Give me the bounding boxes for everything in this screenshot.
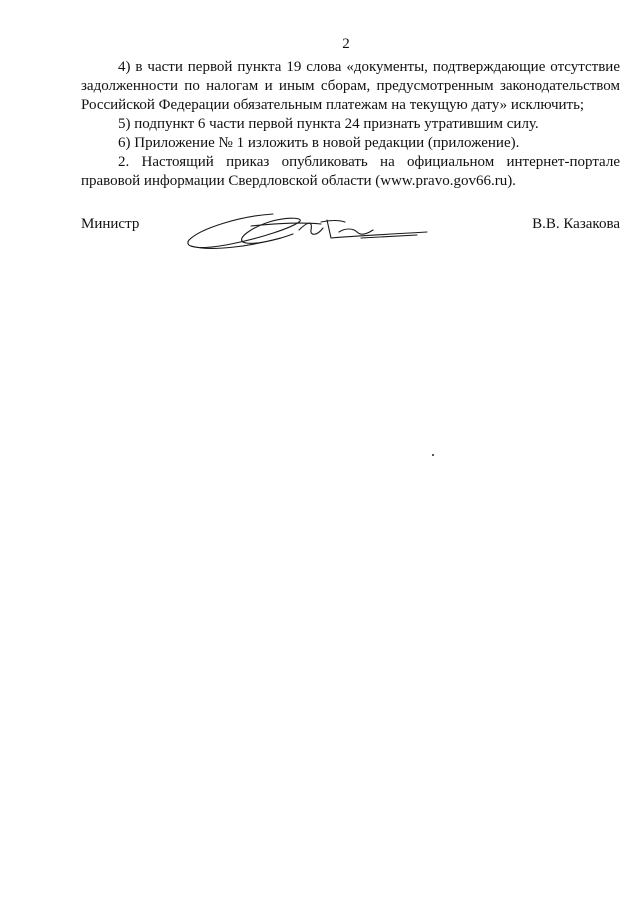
- paragraph-item-6: 6) Приложение № 1 изложить в новой редакции (приложение).: [118, 135, 520, 151]
- paragraph-item-5: 5) подпункт 6 части первой пункта 24 признать утратившим силу.: [118, 116, 539, 132]
- signature-block: [81, 214, 620, 264]
- page-number: 2: [342, 36, 350, 52]
- scan-speck: [432, 454, 434, 456]
- handwritten-signature: [181, 208, 431, 254]
- paragraph-item-4: 4) в части первой пункта 19 слова «документы, подтверждающие отсутствие задолженности по налогам и иным сборам, предусмотренным законодательством Российской Федерации обязательным платежам на текущую дату» исключить;: [81, 59, 620, 113]
- signer-name: В.В. Казакова: [532, 216, 620, 232]
- document-body: [81, 58, 620, 191]
- paragraph-publication: 2. Настоящий приказ опубликовать на официальном интернет-портале правовой информации Свердловской области (www.pravo.gov66.ru).: [81, 154, 620, 189]
- signer-title: Министр: [81, 216, 140, 232]
